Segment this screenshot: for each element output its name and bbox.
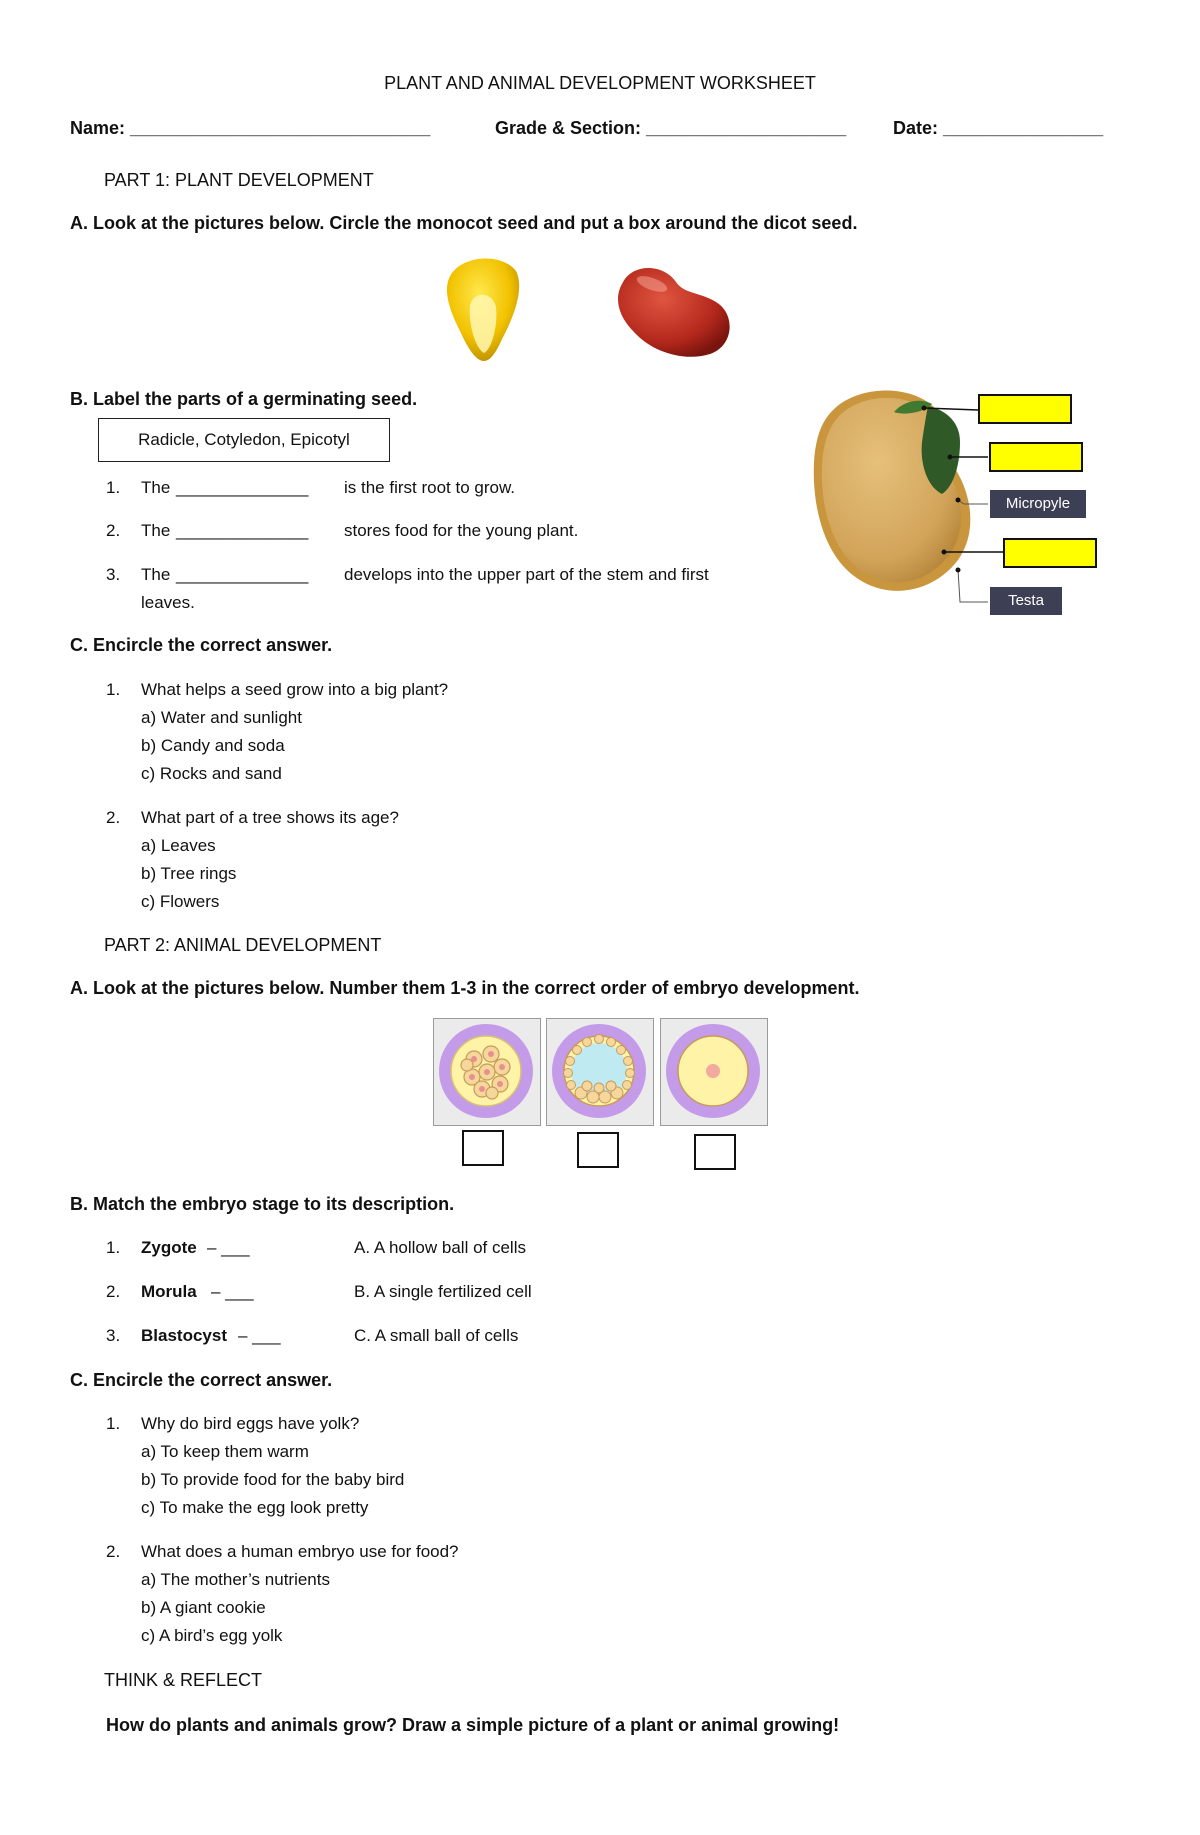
- morula-image: [434, 1019, 539, 1124]
- answer-option[interactable]: c) To make the egg look pretty: [141, 1498, 369, 1517]
- match-item-number: 3.: [106, 1326, 121, 1345]
- label-item-blank[interactable]: ______________: [176, 521, 309, 540]
- answer-option[interactable]: a) Leaves: [141, 836, 216, 855]
- blastocyst-image: [547, 1019, 652, 1124]
- match-stage: Blastocyst: [141, 1326, 227, 1345]
- date-field[interactable]: Date: ________________: [893, 118, 1104, 138]
- reflect-prompt: How do plants and animals grow? Draw a simple picture of a plant or animal growing!: [106, 1715, 840, 1735]
- part2-a-instruction: A. Look at the pictures below. Number them 1-3 in the correct order of embryo development.: [70, 978, 860, 998]
- answer-option[interactable]: a) The mother’s nutrients: [141, 1570, 330, 1589]
- worksheet-title: PLANT AND ANIMAL DEVELOPMENT WORKSHEET: [384, 73, 816, 93]
- micropyle-label: Micropyle: [990, 490, 1086, 518]
- part2-heading: PART 2: ANIMAL DEVELOPMENT: [104, 935, 382, 955]
- corn-seed-image[interactable]: [440, 253, 524, 363]
- part2-b-instruction: B. Match the embryo stage to its description.: [70, 1194, 455, 1214]
- label-item-text: is the first root to grow.: [344, 478, 516, 497]
- word-bank-box: Radicle, Cotyledon, Epicotyl: [98, 418, 390, 462]
- answer-option[interactable]: a) To keep them warm: [141, 1442, 309, 1461]
- part1-a-instruction: A. Look at the pictures below. Circle the monocot seed and put a box around the dicot seed.: [70, 213, 858, 233]
- order-box-3[interactable]: [694, 1134, 736, 1170]
- match-blank[interactable]: – ___: [211, 1282, 254, 1301]
- embryo-panel-morula: [433, 1018, 541, 1126]
- match-blank[interactable]: – ___: [207, 1238, 250, 1257]
- seed-label-box-2[interactable]: [989, 442, 1083, 472]
- testa-pointer: [958, 570, 988, 602]
- zygote-image: [661, 1019, 766, 1124]
- embryo-panel-blastocyst: [546, 1018, 654, 1126]
- bean-seed-image[interactable]: [612, 262, 738, 358]
- seed-label-box-1[interactable]: [978, 394, 1072, 424]
- answer-option[interactable]: c) Rocks and sand: [141, 764, 282, 783]
- part1-b-instruction: B. Label the parts of a germinating seed.: [70, 389, 418, 409]
- answer-option[interactable]: b) A giant cookie: [141, 1598, 266, 1617]
- grade-section-field[interactable]: Grade & Section: ____________________: [495, 118, 847, 138]
- match-blank[interactable]: – ___: [238, 1326, 281, 1345]
- embryo-panel-zygote: [660, 1018, 768, 1126]
- answer-option[interactable]: c) Flowers: [141, 892, 220, 911]
- question-number: 2.: [106, 1542, 121, 1561]
- match-stage: Morula: [141, 1282, 197, 1301]
- part2-c-instruction: C. Encircle the correct answer.: [70, 1370, 333, 1390]
- question-number: 1.: [106, 680, 121, 699]
- answer-option[interactable]: c) A bird’s egg yolk: [141, 1626, 283, 1645]
- label-item-number: 3.: [106, 565, 121, 584]
- label-item-pre: The: [141, 478, 171, 497]
- part1-c-instruction: C. Encircle the correct answer.: [70, 635, 333, 655]
- name-field[interactable]: Name: ______________________________: [70, 118, 431, 138]
- match-item-number: 2.: [106, 1282, 121, 1301]
- match-description: C. A small ball of cells: [354, 1326, 519, 1345]
- label-item-text: develops into the upper part of the stem and first: [344, 565, 709, 584]
- answer-option[interactable]: a) Water and sunlight: [141, 708, 302, 727]
- match-description: A. A hollow ball of cells: [354, 1238, 526, 1257]
- answer-option[interactable]: b) Candy and soda: [141, 736, 285, 755]
- label-item-blank[interactable]: ______________: [176, 478, 309, 497]
- question-number: 1.: [106, 1414, 121, 1433]
- question-text: Why do bird eggs have yolk?: [141, 1414, 360, 1433]
- label-item-pre: The: [141, 565, 171, 584]
- question-text: What does a human embryo use for food?: [141, 1542, 459, 1561]
- match-description: B. A single fertilized cell: [354, 1282, 532, 1301]
- answer-option[interactable]: b) To provide food for the baby bird: [141, 1470, 405, 1489]
- question-number: 2.: [106, 808, 121, 827]
- label-item-blank[interactable]: ______________: [176, 565, 309, 584]
- match-item-number: 1.: [106, 1238, 121, 1257]
- label-item-number: 1.: [106, 478, 121, 497]
- answer-option[interactable]: b) Tree rings: [141, 864, 237, 883]
- match-stage: Zygote: [141, 1238, 197, 1257]
- reflect-heading: THINK & REFLECT: [104, 1670, 263, 1690]
- question-text: What helps a seed grow into a big plant?: [141, 680, 449, 699]
- testa-label: Testa: [990, 587, 1062, 615]
- label-item-number: 2.: [106, 521, 121, 540]
- label-item-text-continued: leaves.: [141, 593, 195, 612]
- order-box-1[interactable]: [462, 1130, 504, 1166]
- order-box-2[interactable]: [577, 1132, 619, 1168]
- label-item-text: stores food for the young plant.: [344, 521, 579, 540]
- part1-heading: PART 1: PLANT DEVELOPMENT: [104, 170, 374, 190]
- question-text: What part of a tree shows its age?: [141, 808, 399, 827]
- label-item-pre: The: [141, 521, 171, 540]
- seed-label-box-3[interactable]: [1003, 538, 1097, 568]
